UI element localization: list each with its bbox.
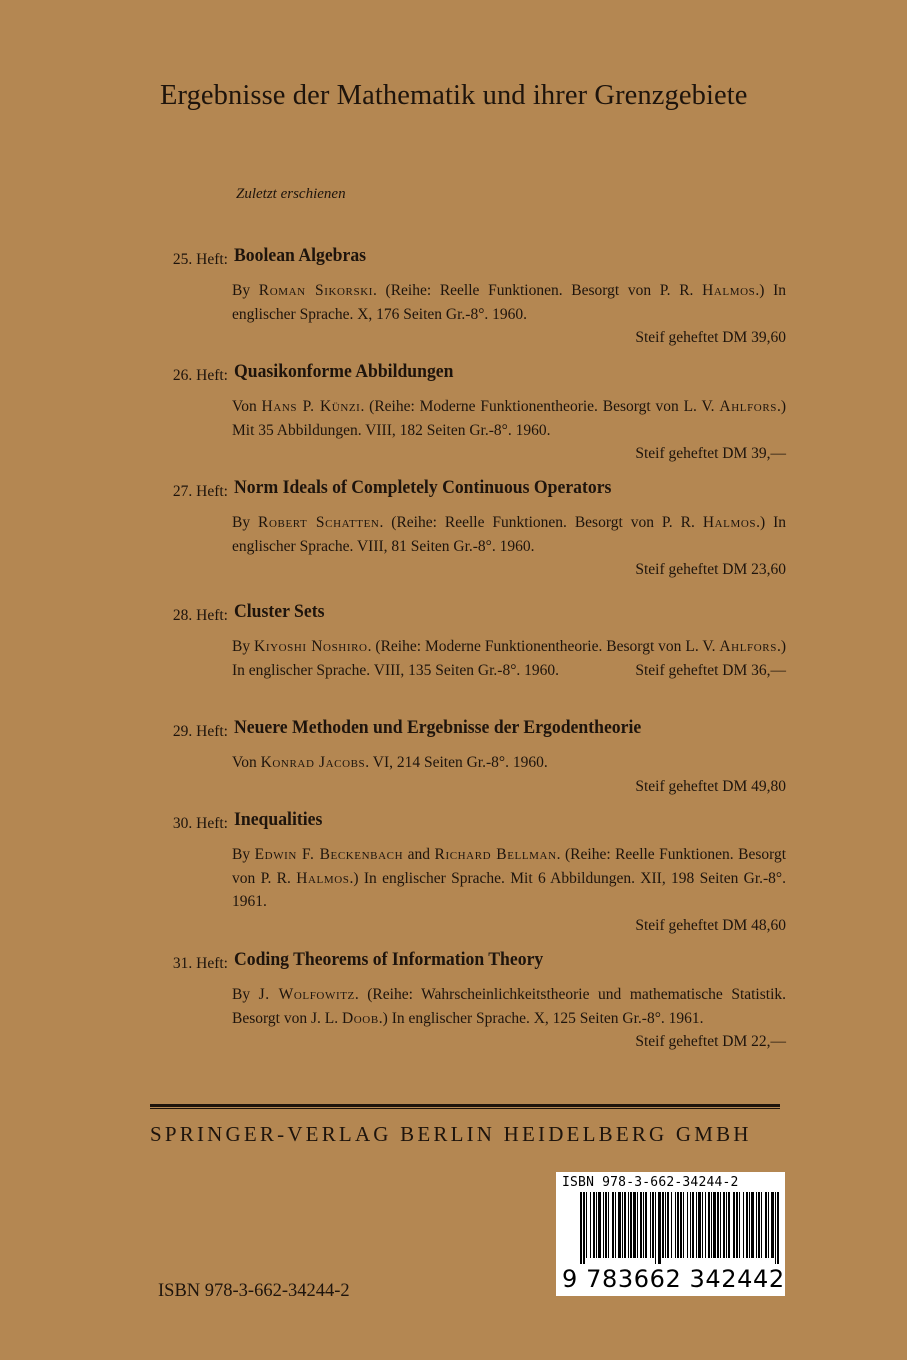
author-name: J. Wolfowitz <box>258 986 355 1003</box>
barcode-bar <box>658 1192 661 1264</box>
entry-price: Steif geheftet DM 22,— <box>635 1033 786 1050</box>
isbn-footer: ISBN 978-3-662-34244-2 <box>158 1281 350 1301</box>
entry-number: 28. Heft: <box>172 607 228 624</box>
barcode-bar <box>665 1192 666 1258</box>
barcode-bar <box>713 1192 716 1258</box>
barcode-bar <box>771 1192 774 1258</box>
barcode-bar <box>723 1192 725 1258</box>
entry-description: Von Konrad Jacobs. VI, 214 Seiten Gr.-8°. 1960. Steif geheftet DM 49,80 <box>232 751 786 798</box>
entry-number: 30. Heft: <box>172 815 228 832</box>
barcode-bar <box>583 1192 585 1264</box>
entry-description: By Edwin F. Beckenbach and Richard Bellman. (Reihe: Reelle Funktionen. Besorgt von P. R. Halmos.) In englischer Sprache. Mit 6 Abbildungen. XII, 198 Seiten Gr.-8°. 1961. Steif geheftet DM 48,60 <box>232 843 786 937</box>
entry-title: Quasikonforme Abbildungen <box>234 361 454 382</box>
barcode-bar <box>758 1192 760 1258</box>
barcode-bar <box>768 1192 769 1258</box>
entry-number: 29. Heft: <box>172 723 228 740</box>
barcode-bar <box>692 1192 694 1258</box>
barcode-bar <box>633 1192 636 1258</box>
barcode-bar <box>696 1192 697 1258</box>
barcode-bar <box>603 1192 604 1258</box>
barcode-bar <box>675 1192 676 1258</box>
entry-price: Steif geheftet DM 39,60 <box>635 329 786 346</box>
barcode-bar <box>680 1192 682 1258</box>
barcode-bar <box>677 1192 679 1258</box>
entry-30 <box>150 809 786 937</box>
barcode-bar <box>736 1192 738 1258</box>
editor-name: Ahlfors <box>719 638 777 655</box>
barcode-bar <box>726 1192 727 1258</box>
entry-number: 26. Heft: <box>172 367 228 384</box>
entry-price: Steif geheftet DM 48,60 <box>635 916 786 934</box>
barcode-bar <box>733 1192 735 1258</box>
entry-title: Cluster Sets <box>234 601 325 622</box>
barcode-bar <box>650 1192 651 1258</box>
barcode-bar <box>590 1192 591 1258</box>
barcode-bars <box>556 1192 785 1264</box>
isbn-barcode <box>556 1172 785 1296</box>
author-name: Kiyoshi Noshiro <box>254 638 368 655</box>
barcode-bar <box>580 1192 582 1264</box>
entry-number: 27. Heft: <box>172 483 228 500</box>
entry-title: Coding Theorems of Information Theory <box>234 949 544 970</box>
barcode-bar <box>751 1192 754 1258</box>
barcode-bar <box>690 1192 691 1258</box>
barcode-digits: 9 783662 342442 <box>562 1265 785 1293</box>
publisher-name: SPRINGER-VERLAG BERLIN HEIDELBERG GMBH <box>150 1122 752 1146</box>
entry-title: Neuere Methoden und Ergebnisse der Ergodentheorie <box>234 717 642 738</box>
barcode-bar <box>596 1192 597 1258</box>
barcode-bar <box>698 1192 701 1258</box>
barcode-bar <box>761 1192 762 1258</box>
barcode-bar <box>645 1192 647 1258</box>
barcode-bar <box>622 1192 623 1258</box>
editor-name: Halmos <box>702 514 757 531</box>
editor-name: Halmos <box>702 282 756 299</box>
barcode-bar <box>643 1192 644 1258</box>
entry-31 <box>150 949 786 1054</box>
entry-number: 25. Heft: <box>172 251 228 268</box>
barcode-bar <box>652 1192 654 1258</box>
divider-rule-thin <box>150 1108 780 1109</box>
author-name: Edwin F. Beckenbach <box>254 846 404 863</box>
barcode-bar <box>687 1192 688 1258</box>
entry-28 <box>150 601 786 682</box>
series-title: Ergebnisse der Mathematik und ihrer Grenzgebiete <box>160 80 748 111</box>
author-name: Konrad Jacobs <box>260 754 366 771</box>
barcode-bar <box>746 1192 748 1258</box>
entry-description: By Kiyoshi Noshiro. (Reihe: Moderne Funktionentheorie. Besorgt von L. V. Ahlfors.) In englischer Sprache. VIII, 135 Seiten Gr.-8°. 1960. Steif geheftet DM 36,— <box>232 635 786 682</box>
entry-description: Von Hans P. Künzi. (Reihe: Moderne Funktionentheorie. Besorgt von L. V. Ahlfors.) Mit 35 Abbildungen. VIII, 182 Seiten Gr.-8°. 1960. Steif geheftet DM 39,— <box>232 395 786 466</box>
barcode-bar <box>586 1192 587 1258</box>
barcode-bar <box>717 1192 719 1258</box>
entry-description: By Robert Schatten. (Reihe: Reelle Funktionen. Besorgt von P. R. Halmos.) In englischer Sprache. VIII, 81 Seiten Gr.-8°. 1960. Steif geheftet DM 23,60 <box>232 511 786 582</box>
entry-number: 31. Heft: <box>172 955 228 972</box>
barcode-bar <box>615 1192 616 1258</box>
entry-27 <box>150 477 786 582</box>
entry-25 <box>150 245 786 350</box>
editor-name: Halmos <box>296 869 350 887</box>
entry-title: Norm Ideals of Completely Continuous Operators <box>234 477 612 498</box>
barcode-bar <box>624 1192 626 1258</box>
barcode-bar <box>667 1192 669 1258</box>
author-name-2: Richard Bellman <box>434 846 557 863</box>
barcode-bar <box>637 1192 638 1258</box>
barcode-isbn-label: ISBN 978-3-662-34244-2 <box>562 1175 739 1190</box>
barcode-bar <box>708 1192 710 1258</box>
barcode-bar <box>702 1192 703 1258</box>
barcode-bar <box>671 1192 672 1258</box>
barcode-bar <box>662 1192 664 1258</box>
entry-29 <box>150 717 786 798</box>
barcode-bar <box>765 1192 767 1258</box>
author-name: Robert Schatten <box>258 514 380 531</box>
barcode-bar <box>618 1192 621 1258</box>
barcode-bar <box>683 1192 684 1258</box>
barcode-bar <box>711 1192 712 1258</box>
barcode-bar <box>605 1192 607 1258</box>
barcode-bar <box>612 1192 614 1258</box>
barcode-bar <box>705 1192 706 1258</box>
editor-name: Doob <box>341 1009 379 1027</box>
barcode-bar <box>640 1192 642 1258</box>
barcode-bar <box>775 1192 776 1264</box>
barcode-bar <box>743 1192 744 1258</box>
barcode-bar <box>756 1192 757 1258</box>
entry-price: Steif geheftet DM 49,80 <box>635 777 786 795</box>
barcode-bar <box>728 1192 730 1258</box>
entry-title: Inequalities <box>234 809 323 830</box>
recent-label: Zuletzt erschienen <box>236 186 346 202</box>
barcode-bar <box>598 1192 601 1258</box>
editor-name: Ahlfors <box>719 398 777 415</box>
author-name: Hans P. Künzi <box>261 398 361 415</box>
barcode-bar <box>628 1192 629 1258</box>
author-name: Roman Sikorski <box>258 282 374 299</box>
barcode-bar <box>630 1192 632 1258</box>
entry-title: Boolean Algebras <box>234 245 367 266</box>
entry-26 <box>150 361 786 466</box>
entry-description: By J. Wolfowitz. (Reihe: Wahrscheinlichkeitstheorie und mathematische Statistik. Besorgt von J. L. Doob.) In englischer Sprache. X, 125 Seiten Gr.-8°. 1961. Steif geheftet DM 22,— <box>232 983 786 1030</box>
barcode-bar <box>739 1192 740 1258</box>
barcode-bar <box>655 1192 656 1264</box>
entry-description: By Roman Sikorski. (Reihe: Reelle Funktionen. Besorgt von P. R. Halmos.) In englischer Sprache. X, 176 Seiten Gr.-8°. 1960. Steif geheftet DM 39,60 <box>232 279 786 350</box>
barcode-bar <box>777 1192 779 1264</box>
divider-rule <box>150 1104 780 1107</box>
entry-price: Steif geheftet DM 36,— <box>635 661 786 679</box>
barcode-bar <box>749 1192 750 1258</box>
entry-price: Steif geheftet DM 23,60 <box>635 561 786 578</box>
barcode-bar <box>720 1192 721 1258</box>
entry-price: Steif geheftet DM 39,— <box>635 445 786 462</box>
barcode-bar <box>608 1192 609 1258</box>
barcode-bar <box>593 1192 595 1258</box>
